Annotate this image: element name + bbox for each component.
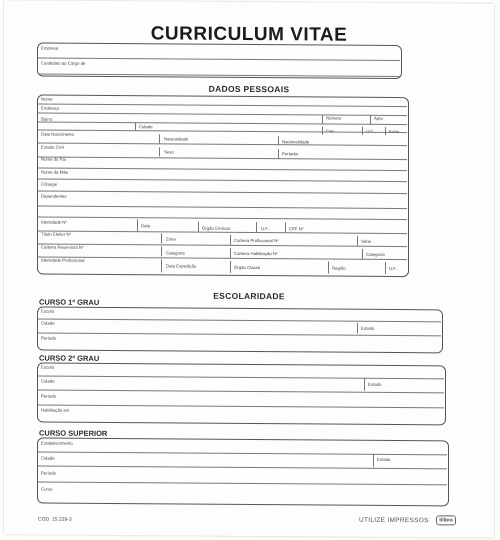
- grau1-box: [37, 307, 443, 354]
- label-estado-civil: Estado Civil: [41, 144, 64, 150]
- label-identidade: Identidade Nº: [41, 219, 67, 225]
- utilize-impressos-text: UTILIZE IMPRESSOS: [359, 516, 429, 525]
- label-superior-curso: Curso: [41, 486, 53, 492]
- label-titulo-eleitor: Título Eleitor Nº: [41, 231, 71, 237]
- label-grau2-estado: Estado: [368, 381, 382, 387]
- label-superior-estabelecimento: Estabelecimento: [41, 440, 73, 446]
- label-fone: Fone: [389, 128, 399, 135]
- label-categoria: Categoria: [166, 250, 185, 256]
- label-data-expedicao: Data Expedição: [166, 263, 197, 269]
- title-grau1: CURSO 1º GRAU: [39, 297, 100, 307]
- label-superior-estado: Estado: [377, 456, 391, 462]
- label-uf3: U.F.: [389, 265, 397, 272]
- title-grau2: CURSO 2º GRAU: [39, 353, 100, 363]
- label-orgao-emissor: Órgão Emissor: [202, 225, 231, 231]
- label-numero: Número: [326, 115, 342, 121]
- label-dependentes: Dependentes: [41, 193, 67, 199]
- label-grau2-escola: Escola: [41, 364, 54, 370]
- label-superior-cidade: Cidade: [41, 455, 55, 461]
- label-uf: U.F.: [366, 128, 374, 134]
- label-identidade-profissional: Identidade Profissional: [41, 257, 85, 263]
- label-nome-pai: Nome do Pai: [41, 156, 66, 162]
- label-grau1-periodo: Período: [41, 335, 57, 341]
- label-bairro: Bairro: [41, 116, 53, 122]
- label-sexo: Sexo: [164, 149, 174, 155]
- label-serie: Série: [361, 238, 372, 244]
- label-nome: Nome: [41, 96, 53, 102]
- section-dados-pessoais: DADOS PESSOAIS: [208, 83, 290, 95]
- tilibra-logo: tilibra: [436, 515, 456, 525]
- label-categoria2: Categoria: [366, 251, 385, 257]
- label-superior-periodo: Período: [41, 470, 57, 476]
- label-grau2-cidade: Cidade: [41, 378, 55, 384]
- label-grau1-escola: Escola: [41, 308, 54, 314]
- label-carteira-habilitacao: Carteira Habilitação Nº: [234, 250, 278, 257]
- label-orgao-classe: Órgão Classe: [234, 264, 261, 271]
- label-grau1-estado: Estado: [361, 325, 375, 331]
- label-grau2-habilitacao: Habilitação em: [41, 407, 70, 413]
- label-naturalidade: Naturalidade: [164, 136, 189, 142]
- label-nacionalidade: Nacionalidade: [282, 139, 310, 145]
- label-regiao: Região: [332, 265, 346, 271]
- label-apto: Apto: [374, 115, 383, 121]
- label-zona: Zona: [166, 236, 176, 242]
- label-data: Data: [141, 223, 151, 229]
- form-sheet: [4, 0, 494, 537]
- label-conjuge: Cônjuge: [41, 181, 58, 187]
- label-grau1-cidade: Cidade: [41, 320, 55, 326]
- label-carteira-profissional: Carteira Profissional Nº: [234, 237, 279, 244]
- label-cep: Cep: [326, 128, 334, 134]
- label-endereco: Endereço: [41, 105, 60, 111]
- form-code: CÓD. 15.229-3: [38, 516, 72, 523]
- title-superior: CURSO SUPERIOR: [39, 428, 108, 439]
- label-cpf: CPF Nº: [289, 226, 304, 232]
- page-title: CURRICULUM VITAE: [150, 23, 348, 46]
- label-portador: Portador: [282, 151, 299, 157]
- label-nome-mae: Nome da Mãe: [41, 169, 68, 175]
- label-uf2: U.F.: [261, 226, 269, 232]
- label-candidato: Candidato ao Cargo de: [41, 60, 86, 66]
- label-data-nascimento: Data Nascimento: [41, 131, 74, 137]
- label-cidade: Cidade: [139, 124, 153, 130]
- grau2-box: [37, 363, 446, 426]
- label-carteira-reservista: Carteira Reservista Nº: [41, 244, 84, 250]
- section-escolaridade: ESCOLARIDADE: [213, 290, 285, 302]
- label-empresa: Empresa: [41, 45, 59, 51]
- label-grau2-periodo: Período: [41, 393, 57, 399]
- superior-box: [37, 438, 449, 507]
